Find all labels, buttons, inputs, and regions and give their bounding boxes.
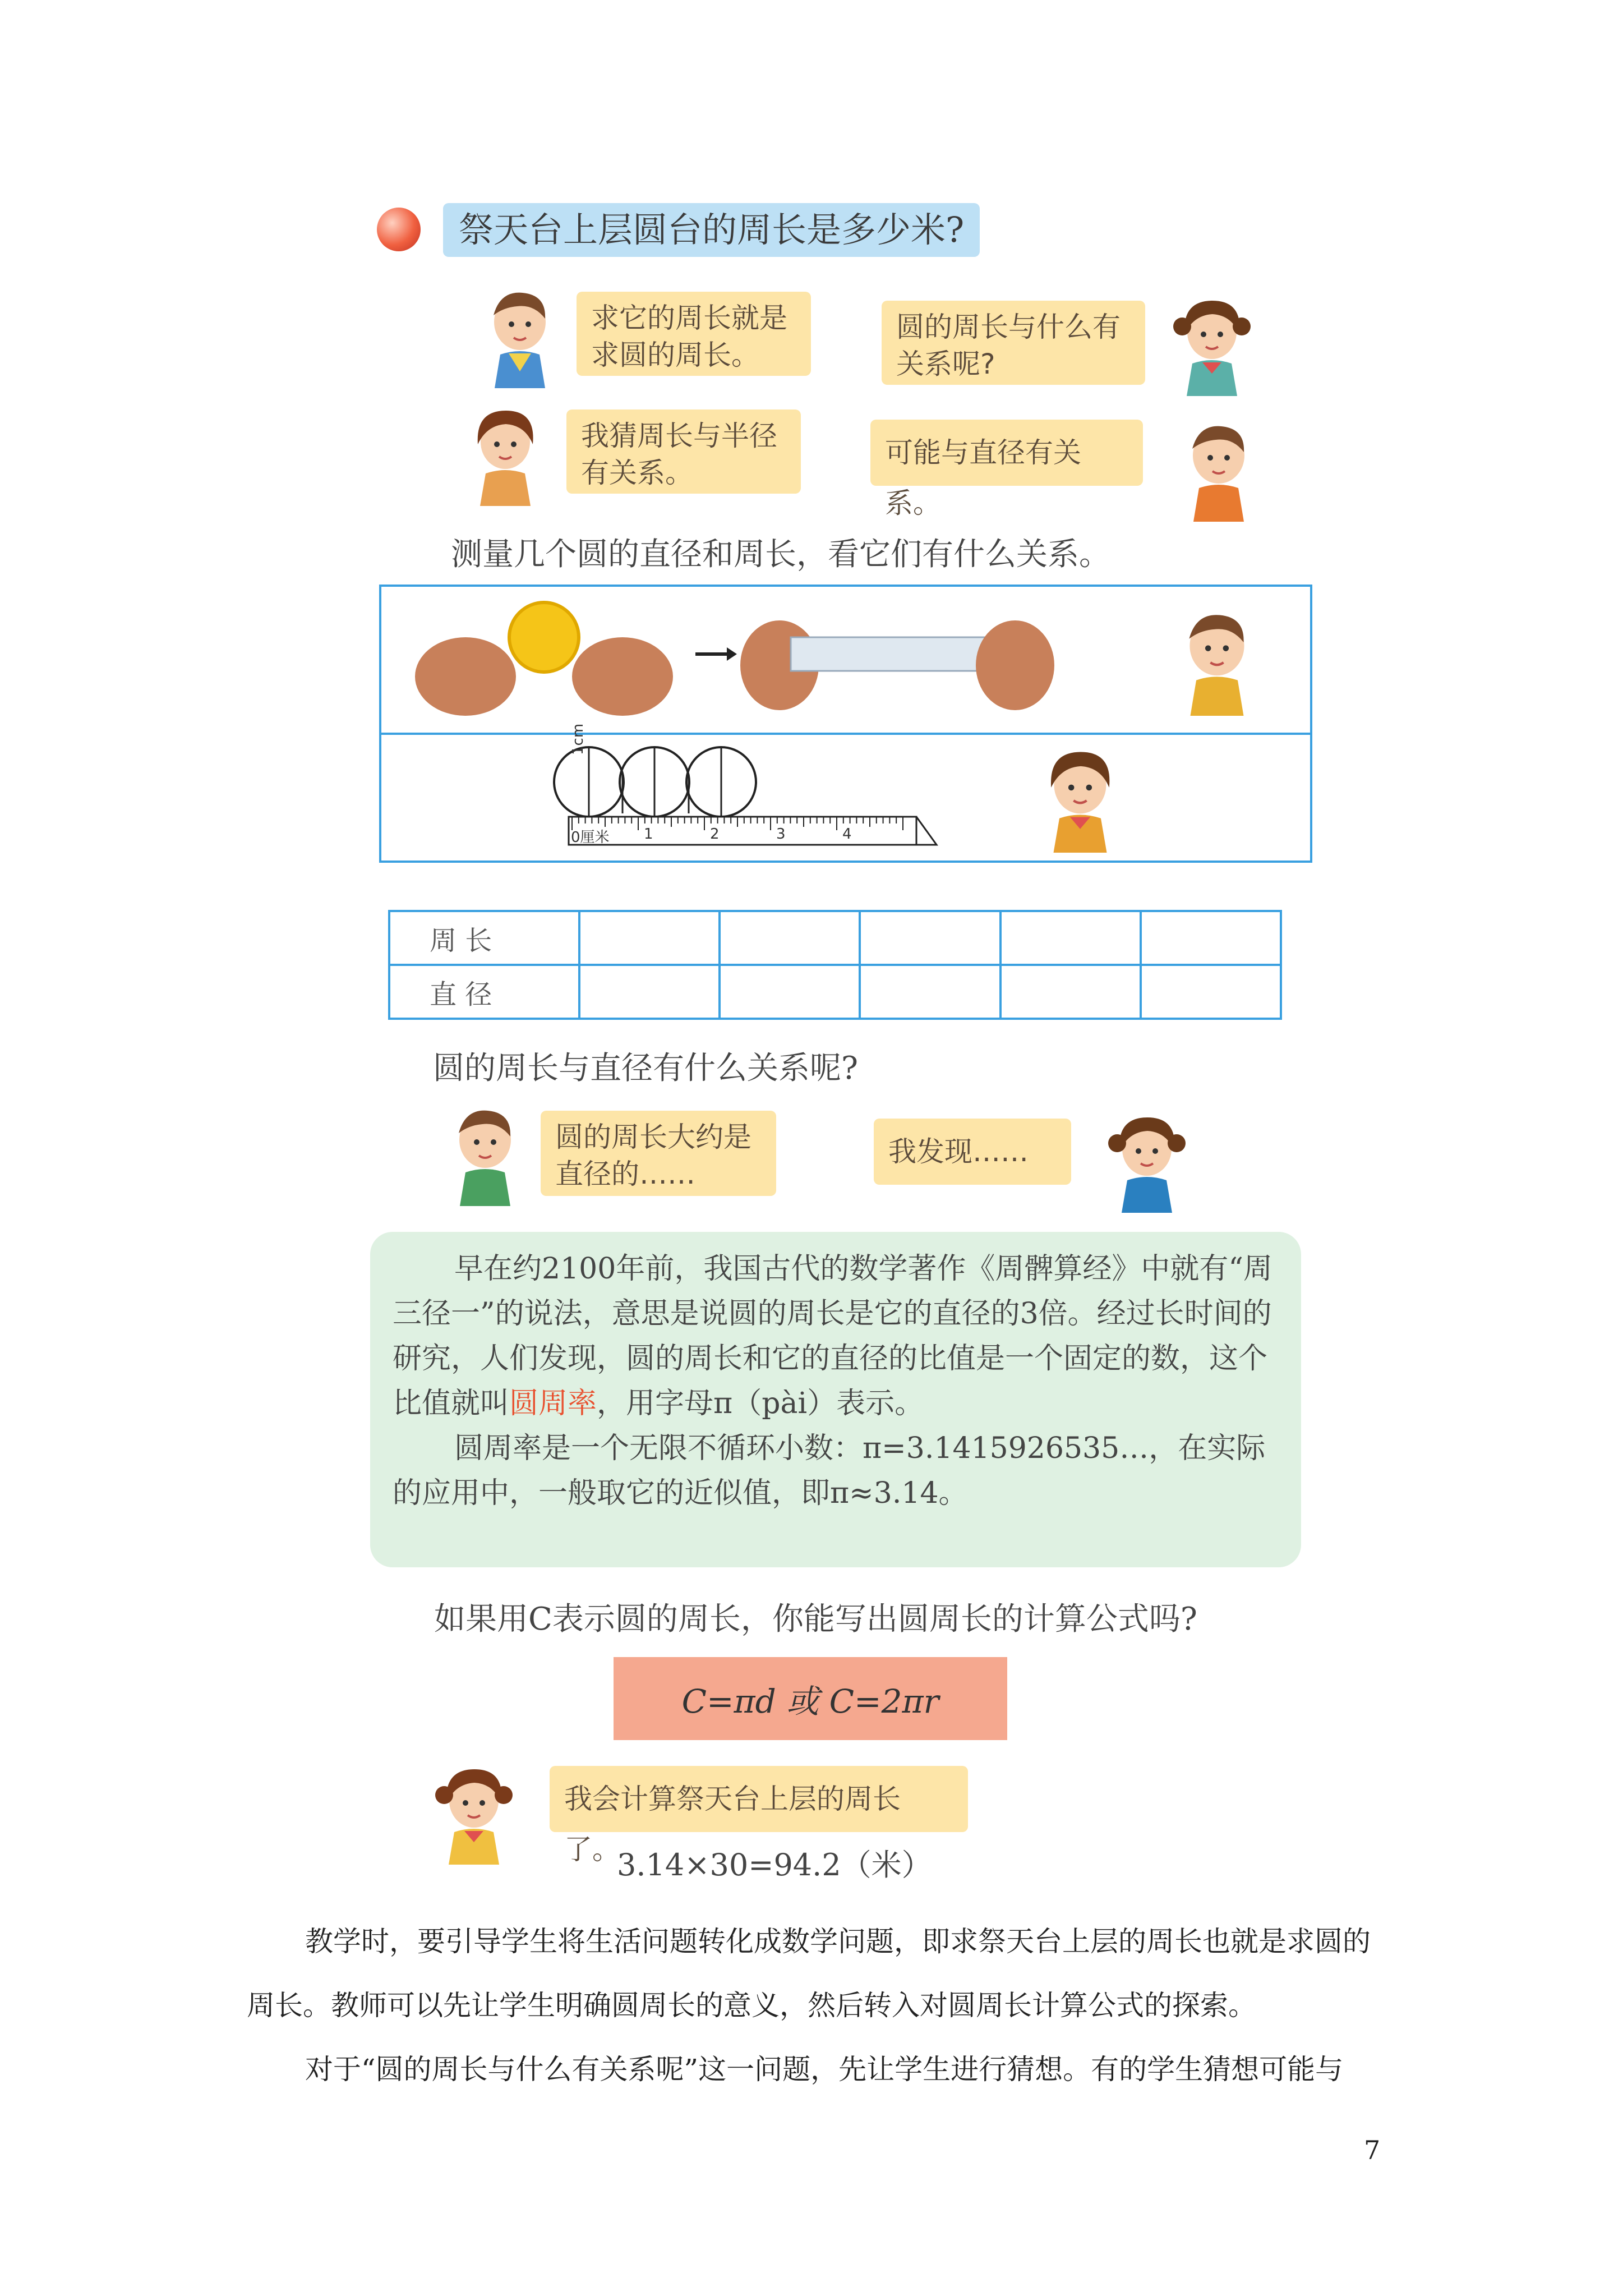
row-label: 周 长 [389, 911, 579, 965]
formula-question: 如果用C表示圆的周长，你能写出圆周长的计算公式吗? [434, 1601, 1197, 1637]
question-text: 圆的周长与直径有什么关系呢? [433, 1050, 859, 1087]
boy-avatar-icon [1177, 421, 1261, 522]
page-number: 7 [1364, 2135, 1381, 2165]
speech-bubble: 我会计算祭天台上层的周长了。 [550, 1766, 968, 1832]
pi-info-box [370, 1232, 1301, 1567]
boy-avatar-icon [1172, 609, 1262, 716]
measurement-panel-bottom [379, 723, 1312, 863]
pi-term: 圆周率 [509, 1387, 597, 1420]
ruler-tick-label: 4 [842, 826, 852, 843]
boy-avatar-icon [478, 287, 562, 388]
teacher-notes [247, 1910, 1380, 2101]
ruler-circle-label: 1cm [570, 723, 587, 755]
boy-avatar-icon [443, 1105, 527, 1206]
teacher-paragraph: 对于“圆的周长与什么有关系呢”这一问题，先让学生进行猜想。有的学生猜想可能与 [305, 2053, 1344, 2086]
hands-rolling-disc-icon [409, 592, 679, 733]
page-title: 祭天台上层圆台的周长是多少米? [443, 203, 980, 257]
measurement-panel-top [379, 585, 1312, 735]
info-paragraph: 早在约2100年前，我国古代的数学著作《周髀算经》中就有“周三径一”的说法，意思是说圆的周长是它的直径的3倍。经过长时间的研究，人们发现，圆的周长和它的直径的比值是一个固定的数，这个比值就叫圆周率，用字母π（pài）表示。 [393, 1252, 1272, 1420]
ruler-tick-label: 2 [710, 826, 720, 843]
title-bullet-icon [377, 208, 421, 251]
instruction-text: 测量几个圆的直径和周长，看它们有什么关系。 [451, 536, 1110, 573]
speech-bubble: 我猜周长与半径有关系。 [566, 409, 801, 494]
girl-avatar-icon [1105, 1112, 1189, 1213]
ruler-tick-label: 1 [644, 826, 653, 843]
speech-bubble: 圆的周长大约是直径的…… [541, 1111, 776, 1196]
speech-bubble: 求它的周长就是求圆的周长。 [577, 292, 811, 376]
circumference-formula: C=πd 或 C=2πr [614, 1657, 1007, 1740]
ruler-tick-label: 3 [776, 826, 786, 843]
teacher-paragraph: 教学时，要引导学生将生活问题转化成数学问题，即求祭天台上层的周长也就是求圆的周长。教师可以先让学生明确圆周长的意义，然后转入对圆周长计算公式的探索。 [247, 1925, 1371, 2022]
girl-avatar-icon [1035, 746, 1125, 853]
hands-ruler-icon [740, 604, 1054, 721]
arrow-right-icon [693, 643, 738, 665]
girl-avatar-icon [463, 405, 547, 506]
row-label: 直 径 [389, 965, 579, 1019]
table-row [389, 965, 1281, 1019]
table-row [389, 911, 1281, 965]
girl-avatar-icon [432, 1764, 516, 1865]
measurement-table [388, 910, 1282, 1020]
info-paragraph: 圆周率是一个无限不循环小数：π=3.1415926535…，在实际的应用中，一般取它的近似值，即π≈3.14。 [393, 1432, 1266, 1510]
speech-bubble: 可能与直径有关系。 [870, 420, 1143, 486]
girl-avatar-icon [1170, 295, 1254, 396]
calculation-text: 3.14×30=94.2（米） [617, 1847, 932, 1883]
speech-bubble: 圆的周长与什么有关系呢? [882, 301, 1145, 385]
circles-on-ruler-diagram [550, 740, 953, 858]
ruler-unit-label: 0厘米 [571, 829, 610, 846]
speech-bubble: 我发现…… [874, 1119, 1071, 1185]
